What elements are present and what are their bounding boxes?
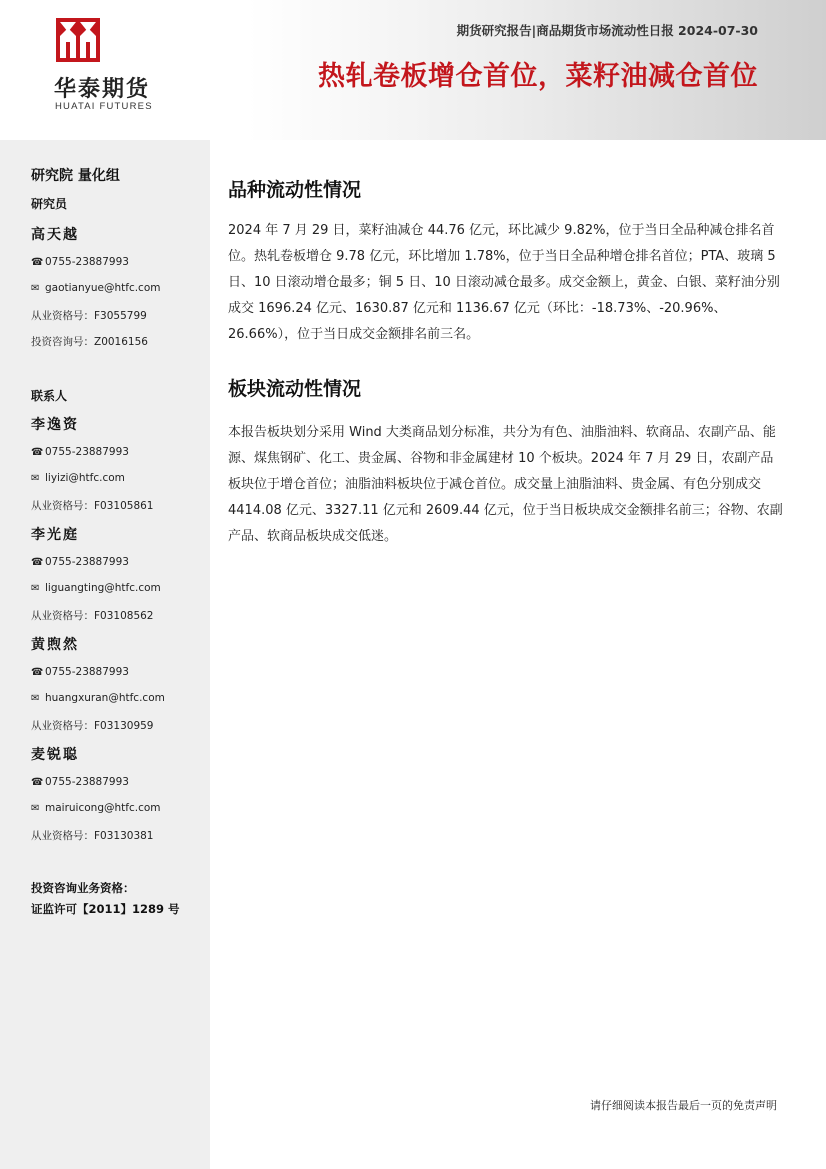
contact-phone xyxy=(31,776,129,788)
contact-email-value[interactable]: mairuicong@htfc.com xyxy=(45,802,161,814)
contact-phone-value: 0755-23887993 xyxy=(45,556,129,568)
researcher-phone-value: 0755-23887993 xyxy=(45,256,129,268)
report-type-line: 期货研究报告|商品期货市场流动性日报 2024-07-30 xyxy=(456,23,758,38)
section-title-variety-liquidity: 品种流动性情况 xyxy=(228,179,362,201)
email-icon: ✉ xyxy=(31,803,40,814)
contact-qualification: 从业资格号：F03108562 xyxy=(31,610,154,622)
researcher-email[interactable] xyxy=(31,282,160,294)
researcher-label: 研究员 xyxy=(31,197,68,211)
contact-phone-value: 0755-23887993 xyxy=(45,666,129,678)
team-name: 研究院 量化组 xyxy=(31,168,120,184)
contact-email[interactable] xyxy=(31,582,161,594)
phone-icon: ☎ xyxy=(31,447,44,458)
logo-english-name: HUATAI FUTURES xyxy=(55,101,153,112)
contact-label: 联系人 xyxy=(31,389,68,403)
report-header xyxy=(0,0,826,140)
email-icon: ✉ xyxy=(31,283,40,294)
contact-name: 麦锐聪 xyxy=(31,747,79,763)
huatai-logo-mark-icon xyxy=(56,18,100,62)
section-body-variety-liquidity: 2024 年 7 月 29 日，菜籽油减仓 44.76 亿元，环比减少 9.82%，位于当日全品种减仓排名首位。热轧卷板增仓 9.78 亿元，环比增加 1.78%，位于当日全品种增仓排名首位；PTA、玻璃 5 日、10 日滚动增仓最多；铜 5 日、10 日滚动减仓最多。成交金额上，黄金、白银、菜籽油分别成交 1696.24 亿元、1630.87 亿元和 1136.67 亿元（环比：-18.73%、-20.96%、26.66%），位于当日成交金额排名前三名。 xyxy=(228,223,780,342)
contact-email[interactable] xyxy=(31,802,161,814)
section-title-sector-liquidity: 板块流动性情况 xyxy=(228,378,362,400)
author-sidebar xyxy=(0,140,210,1169)
section-body-sector-liquidity: 本报告板块划分采用 Wind 大类商品划分标准，共分为有色、油脂油料、软商品、农副产品、能源、煤焦钢矿、化工、贵金属、谷物和非金属建材 10 个板块。2024 年 7 月 29 日，农副产品板块位于增仓首位；油脂油料板块位于减仓首位。成交量上油脂油料、贵金属、有色分别成交 4414.08 亿元、3327.11 亿元和 2609.44 亿元，位于当日板块成交金额排名前三；谷物、农副产品、软商品板块成交低迷。 xyxy=(228,425,783,544)
contact-email-value[interactable]: huangxuran@htfc.com xyxy=(45,692,165,704)
contact-email-value[interactable]: liguangting@htfc.com xyxy=(45,582,161,594)
contact-name: 黄煦然 xyxy=(31,637,79,653)
researcher-name: 高天越 xyxy=(31,227,79,243)
contact-phone xyxy=(31,556,129,568)
contact-qualification: 从业资格号：F03130381 xyxy=(31,830,154,842)
contact-qualification: 从业资格号：F03130959 xyxy=(31,720,154,732)
email-icon: ✉ xyxy=(31,693,40,704)
phone-icon: ☎ xyxy=(31,257,44,268)
contact-qualification: 从业资格号：F03105861 xyxy=(31,500,154,512)
researcher-email-value[interactable]: gaotianyue@htfc.com xyxy=(45,282,161,294)
contact-phone-value: 0755-23887993 xyxy=(45,776,129,788)
email-icon: ✉ xyxy=(31,583,40,594)
contact-name: 李逸资 xyxy=(31,417,79,433)
phone-icon: ☎ xyxy=(31,667,44,678)
contact-email[interactable] xyxy=(31,472,125,484)
contact-email[interactable] xyxy=(31,692,165,704)
researcher-advisory-number: 投资咨询号：Z0016156 xyxy=(31,336,148,348)
disclaimer-note: 请仔细阅读本报告最后一页的免责声明 xyxy=(590,1099,777,1112)
phone-icon: ☎ xyxy=(31,777,44,788)
contact-phone xyxy=(31,446,129,458)
license-label: 投资咨询业务资格： xyxy=(31,881,135,895)
researcher-phone xyxy=(31,256,129,268)
license-value: 证监许可【2011】1289 号 xyxy=(31,902,180,916)
phone-icon: ☎ xyxy=(31,557,44,568)
contact-phone xyxy=(31,666,129,678)
contact-email-value[interactable]: liyizi@htfc.com xyxy=(45,472,125,484)
contact-phone-value: 0755-23887993 xyxy=(45,446,129,458)
researcher-qualification: 从业资格号：F3055799 xyxy=(31,310,147,322)
report-title: 热轧卷板增仓首位，菜籽油减仓首位 xyxy=(318,61,758,92)
logo-chinese-name: 华泰期货 xyxy=(54,77,151,102)
contact-name: 李光庭 xyxy=(31,527,79,543)
email-icon: ✉ xyxy=(31,473,40,484)
